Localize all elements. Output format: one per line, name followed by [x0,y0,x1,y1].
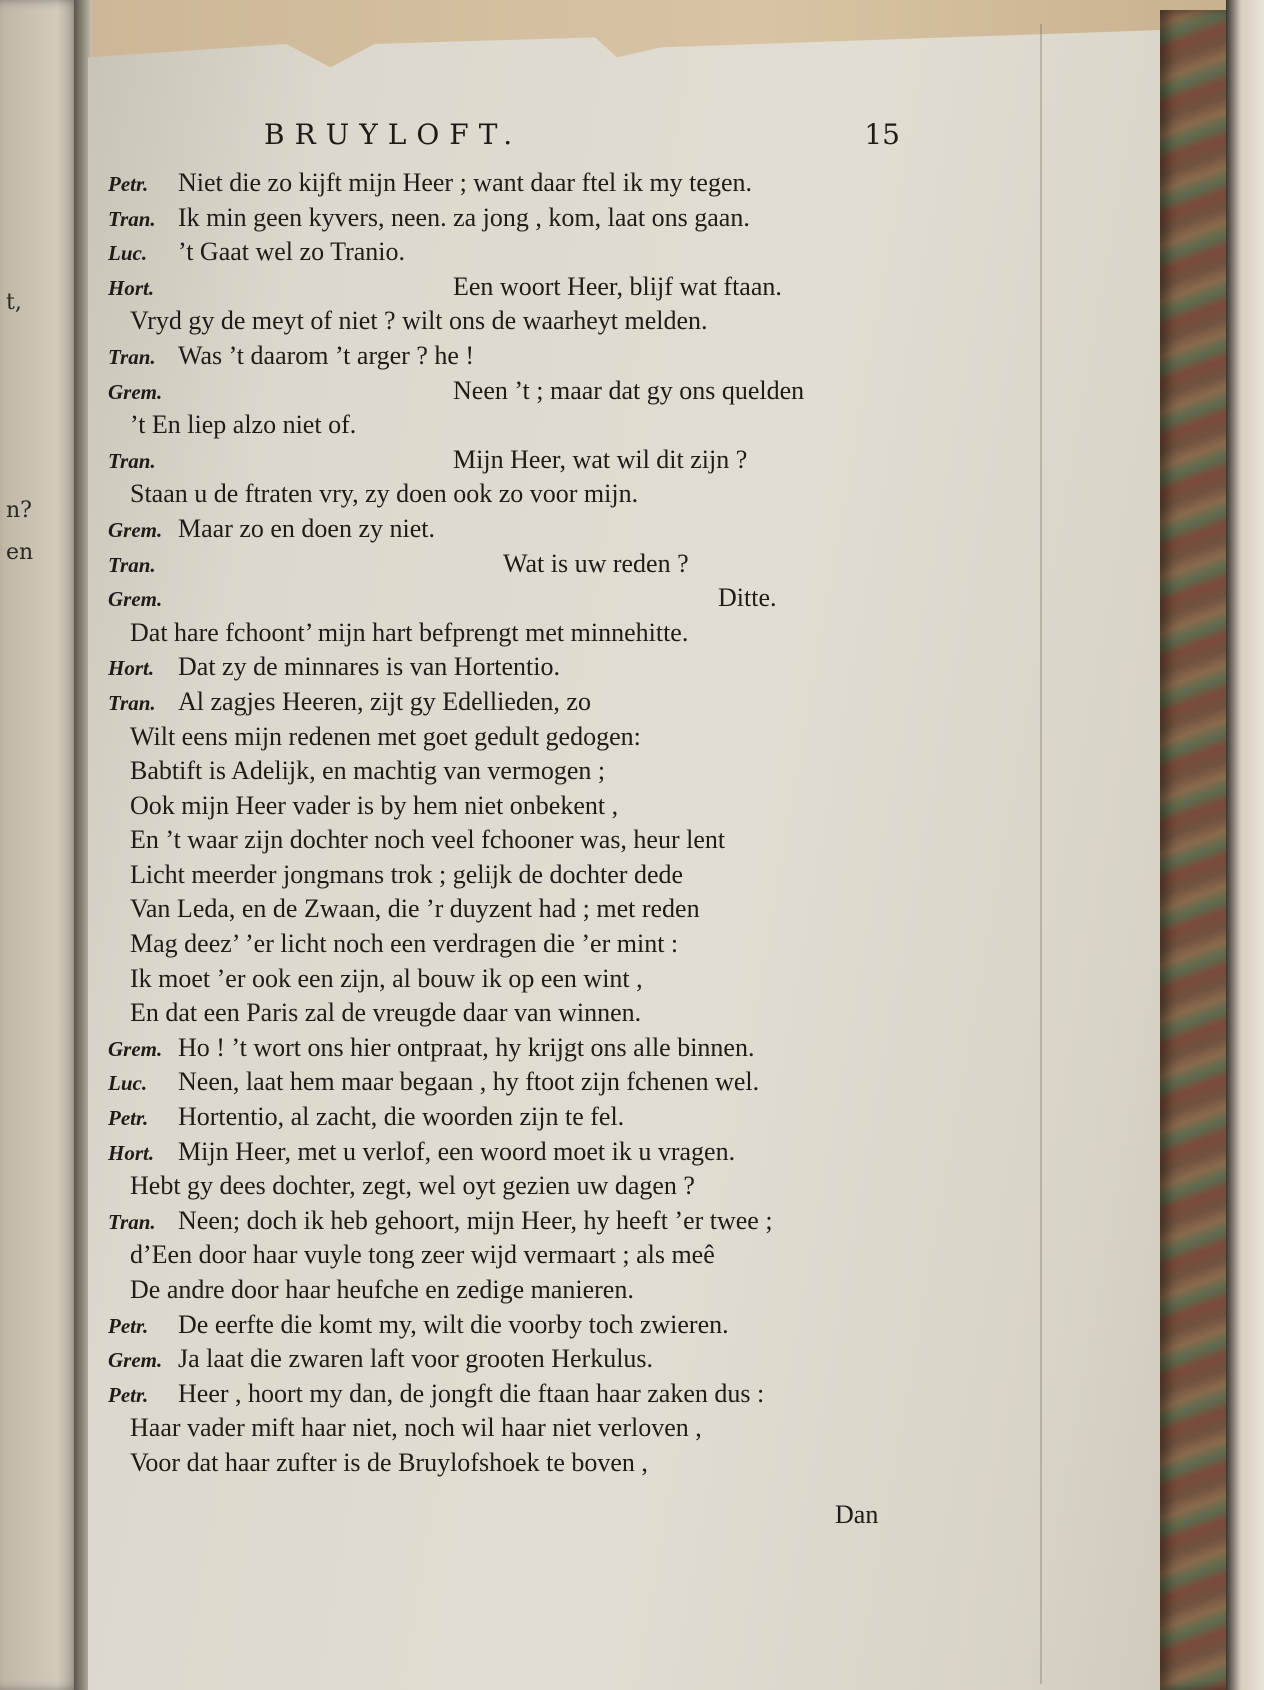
speaker-label: Tran. [108,344,156,369]
verse-line [108,235,908,270]
verse-line [108,823,908,858]
speaker-label: Hort. [108,656,155,681]
left-page-edge [0,0,82,1690]
verse-line [108,1238,908,1273]
verse-text: Niet die zo kijft mijn Heer ; want daar ftel ik my tegen. [178,168,752,197]
verse-text: Ik moet ’er ook een zijn, al bouw ik op een wint , [130,963,643,993]
verse-line [108,1204,908,1239]
speaker-label: Tran. [108,690,156,715]
speaker-label: Tran. [108,448,156,473]
verse-line [108,720,908,755]
verse-line [108,1031,908,1066]
verse-line [108,1065,908,1100]
verse-text: Dat zy de minnares is van Hortentio. [178,652,560,682]
verse-line [108,1169,908,1204]
verse-text: Heer , hoort my dan, de jongft die ftaan haar zaken dus : [178,1378,765,1408]
verse-text: De eerfte die komt my, wilt die voorby toch zwieren. [178,1309,729,1339]
verse-line [108,339,908,374]
verse-line [108,512,908,547]
verse-line [108,789,908,824]
verse-line [108,962,908,997]
speaker-label: Grem. [108,1036,163,1061]
speaker-label: Petr. [108,172,149,196]
verse-line [108,1411,908,1446]
verse-text: De andre door haar heufche en zedige manieren. [130,1275,634,1304]
verse-text: Haar vader mift haar niet, noch wil haar niet verloven , [130,1413,702,1443]
verse-text: Ho ! ’t wort ons hier ontpraat, hy krijgt ons alle binnen. [178,1032,755,1062]
verse-line [108,1342,908,1377]
verse-line [108,443,908,478]
verse-text: En dat een Paris zal de vreugde daar van winnen. [130,998,642,1028]
verse-text: Maar zo en doen zy niet. [178,513,436,543]
verse-text: Neen; doch ik heb gehoort, mijn Heer, hy heeft ’er twee ; [178,1205,773,1235]
speaker-label: Luc. [108,1071,148,1096]
verse-line [108,754,908,789]
verse-text: Een woort Heer, blijf wat ftaan. [453,271,782,301]
verse-text: Wilt eens mijn redenen met goet gedult gedogen: [130,721,641,751]
speaker-label: Grem. [108,517,163,542]
verse-text: Mijn Heer, wat wil dit zijn ? [453,444,748,474]
verse-line [108,1308,908,1343]
verse-text: Van Leda, en de Zwaan, die ’r duyzent had ; met reden [130,894,700,924]
left-page-fragment: en [6,540,34,565]
verse-line [108,477,908,512]
verse-text: Neen ’t ; maar dat gy ons quelden [453,375,805,405]
verse-text-block [108,166,908,1481]
verse-text: Voor dat haar zufter is de Bruylofshoek te boven , [130,1447,648,1477]
verse-text: d’Een door haar vuyle tong zeer wijd vermaart ; als meê [130,1240,715,1270]
verse-text: Vryd gy de meyt of niet ? wilt ons de waarheyt melden. [130,306,708,336]
speaker-label: Hort. [108,1140,155,1165]
verse-text: Al zagjes Heeren, zijt gy Edellieden, zo [178,686,591,716]
verse-line [108,1100,908,1135]
catchword: Dan [835,1500,879,1529]
verse-text: Hortentio, al zacht, die woorden zijn te fel. [178,1102,625,1132]
verse-line [108,1377,908,1412]
verse-line [108,1135,908,1170]
verse-text: Dat hare fchoont’ mijn hart befprengt met minnehitte. [130,617,689,647]
verse-text: Ja laat die zwaren laft voor grooten Herkulus. [178,1344,654,1374]
verse-line [108,1273,908,1308]
speaker-label: Petr. [108,1106,149,1131]
verse-line [108,1446,908,1481]
left-page-fragment: n? [6,498,32,523]
verse-line [108,581,908,616]
verse-text: Licht meerder jongmans trok ; gelijk de dochter dede [130,859,684,889]
verse-line [108,166,908,201]
verse-text: Mijn Heer, met u verlof, een woord moet ik u vragen. [178,1136,736,1166]
speaker-label: Grem. [108,587,163,612]
verse-text: Ditte. [718,583,777,613]
verse-line [108,650,908,685]
speaker-label: Petr. [108,1382,149,1407]
verse-line [108,374,908,409]
verse-text: Babtift is Adelijk, en machtig van vermogen ; [130,756,606,786]
left-page-fragment: t, [6,290,22,315]
verse-line [108,270,908,305]
verse-text: Ik min geen kyvers, neen. za jong , kom, laat ons gaan. [178,202,750,232]
verse-line [108,858,908,893]
verse-line [108,892,908,927]
speaker-label: Tran. [108,552,156,577]
speaker-label: Petr. [108,1313,149,1338]
verse-line [108,616,908,651]
verse-line [108,408,908,443]
page-number: 15 [864,118,900,151]
marbled-cover-edge [1160,10,1230,1690]
background-surface [1226,0,1264,1690]
verse-line [108,927,908,962]
verse-text: ’t Gaat wel zo Tranio. [178,237,405,267]
verse-text: Ook mijn Heer vader is by hem niet onbekent , [130,790,619,820]
speaker-label: Tran. [108,1209,156,1234]
verse-text: Wat is uw reden ? [503,548,689,578]
verse-text: Neen, laat hem maar begaan , hy ftoot zijn fchenen wel. [178,1067,760,1097]
verse-text: Staan u de ftraten vry, zy doen ook zo voor mijn. [130,479,639,509]
page-edge-shadow [1040,24,1042,1684]
speaker-label: Hort. [108,275,155,300]
speaker-label: Luc. [108,241,148,266]
verse-line [108,304,908,339]
verse-text: En ’t waar zijn dochter noch veel fchooner was, heur lent [130,825,726,855]
verse-line [108,547,908,582]
verse-text: Mag deez’ ’er licht noch een verdragen die ’er mint : [130,929,679,959]
running-head: BRUYLOFT. [264,118,523,151]
speaker-label: Grem. [108,379,163,404]
speaker-label: Tran. [108,206,156,231]
verse-text: ’t En liep alzo niet of. [130,410,357,440]
verse-text: Hebt gy dees dochter, zegt, wel oyt gezien uw dagen ? [130,1171,695,1201]
page-header [140,118,900,158]
verse-line [108,685,908,720]
speaker-label: Grem. [108,1348,163,1373]
verse-line [108,201,908,236]
verse-line [108,996,908,1031]
verse-text: Was ’t daarom ’t arger ? he ! [178,340,475,370]
